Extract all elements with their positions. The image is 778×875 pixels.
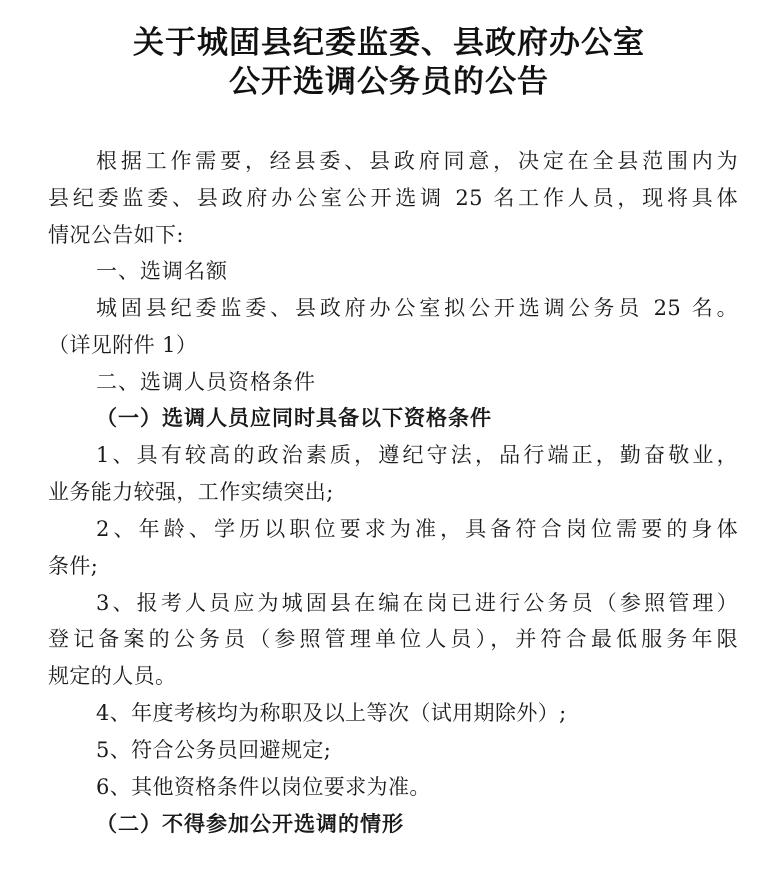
list-item-2-line-2: 条件; — [48, 554, 99, 578]
subsection-heading-2: （二）不得参加公开选调的情形 — [96, 811, 404, 836]
list-item-6: 6、其他资格条件以岗位要求为准。 — [96, 775, 431, 799]
document-title-line-1: 关于城固县纪委监委、县政府办公室 — [133, 25, 645, 61]
list-item-1-line-2: 业务能力较强，工作实绩突出; — [48, 480, 334, 504]
list-item-4: 4、年度考核均为称职及以上等次（试用期除外）; — [96, 701, 567, 725]
section-heading-1: 一、选调名额 — [96, 259, 228, 283]
document-title-line-2: 公开选调公务员的公告 — [229, 64, 549, 100]
paragraph-line: 根据工作需要，经县委、县政府同意，决定在全县范围内为 — [96, 149, 738, 173]
section-heading-2: 二、选调人员资格条件 — [96, 370, 316, 394]
list-item-3-line-3: 规定的人员。 — [48, 664, 177, 688]
paragraph-line: 情况公告如下: — [48, 223, 184, 247]
paragraph-line: （详见附件 1） — [48, 333, 198, 357]
list-item-3-line-2: 登记备案的公务员（参照管理单位人员），并符合最低服务年限 — [48, 627, 738, 651]
list-item-3-line-1: 3、报考人员应为城固县在编在岗已进行公务员（参照管理） — [96, 591, 738, 615]
list-item-2-line-1: 2、年龄、学历以职位要求为准，具备符合岗位需要的身体 — [96, 517, 738, 541]
paragraph-line: 县纪委监委、县政府办公室公开选调 25 名工作人员，现将具体 — [48, 186, 738, 210]
paragraph-line: 城固县纪委监委、县政府办公室拟公开选调公务员 25 名。 — [96, 296, 738, 320]
list-item-5: 5、符合公务员回避规定; — [96, 738, 332, 762]
list-item-1-line-1: 1、具有较高的政治素质，遵纪守法，品行端正，勤奋敬业， — [96, 443, 738, 467]
subsection-heading-1: （一）选调人员应同时具备以下资格条件 — [96, 405, 492, 430]
